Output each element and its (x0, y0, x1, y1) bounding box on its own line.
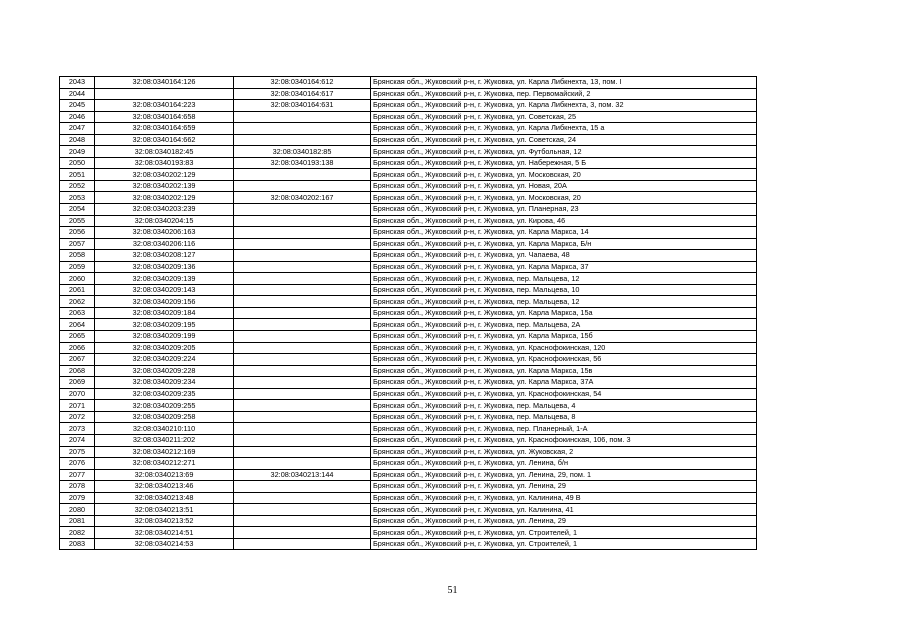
row-number-cell: 2073 (60, 423, 95, 435)
cadastral-number-cell: 32:08:0340209:235 (95, 388, 234, 400)
table-row (60, 204, 757, 216)
table-row (60, 342, 757, 354)
cadastral-number-cell: 32:08:0340213:51 (95, 504, 234, 516)
cadastral-number-cell: 32:08:0340213:69 (95, 469, 234, 481)
address-cell: Брянская обл., Жуковский р-н, г. Жуковка, ул. Ленина, 29 (371, 481, 757, 493)
address-cell: Брянская обл., Жуковский р-н, г. Жуковка, пер. Мальцева, 10 (371, 284, 757, 296)
linked-cadastral-number-cell (234, 319, 371, 331)
row-number-cell: 2067 (60, 354, 95, 366)
address-cell: Брянская обл., Жуковский р-н, г. Жуковка, ул. Карла Маркса, 15а (371, 307, 757, 319)
linked-cadastral-number-cell (234, 458, 371, 470)
linked-cadastral-number-cell (234, 377, 371, 389)
address-cell: Брянская обл., Жуковский р-н, г. Жуковка, ул. Краснофокинская, 106, пом. 3 (371, 434, 757, 446)
row-number-cell: 2082 (60, 527, 95, 539)
row-number-cell: 2062 (60, 296, 95, 308)
row-number-cell: 2061 (60, 284, 95, 296)
cadastral-number-cell: 32:08:0340209:139 (95, 273, 234, 285)
cadastral-number-cell: 32:08:0340214:53 (95, 538, 234, 550)
linked-cadastral-number-cell (234, 169, 371, 181)
table-row (60, 123, 757, 135)
table-row (60, 515, 757, 527)
linked-cadastral-number-cell (234, 527, 371, 539)
table-row (60, 238, 757, 250)
page-number: 51 (447, 585, 458, 596)
table-row (60, 88, 757, 100)
row-number-cell: 2077 (60, 469, 95, 481)
cadastral-number-cell (95, 88, 234, 100)
row-number-cell: 2059 (60, 261, 95, 273)
linked-cadastral-number-cell (234, 111, 371, 123)
address-cell: Брянская обл., Жуковский р-н, г. Жуковка, ул. Ленина, 29, пом. 1 (371, 469, 757, 481)
cadastral-number-cell: 32:08:0340182:45 (95, 146, 234, 158)
row-number-cell: 2046 (60, 111, 95, 123)
linked-cadastral-number-cell (234, 515, 371, 527)
address-cell: Брянская обл., Жуковский р-н, г. Жуковка, ул. Краснофокинская, 56 (371, 354, 757, 366)
cadastral-table (59, 76, 757, 550)
row-number-cell: 2069 (60, 377, 95, 389)
cadastral-number-cell: 32:08:0340204:15 (95, 215, 234, 227)
row-number-cell: 2083 (60, 538, 95, 550)
row-number-cell: 2081 (60, 515, 95, 527)
table-row (60, 146, 757, 158)
cadastral-number-cell: 32:08:0340164:126 (95, 77, 234, 89)
linked-cadastral-number-cell (234, 423, 371, 435)
cadastral-number-cell: 32:08:0340209:195 (95, 319, 234, 331)
linked-cadastral-number-cell (234, 273, 371, 285)
address-cell: Брянская обл., Жуковский р-н, г. Жуковка, ул. Ленина, б/н (371, 458, 757, 470)
table-row (60, 377, 757, 389)
address-cell: Брянская обл., Жуковский р-н, г. Жуковка, ул. Советская, 25 (371, 111, 757, 123)
linked-cadastral-number-cell (234, 492, 371, 504)
table-row (60, 169, 757, 181)
linked-cadastral-number-cell (234, 342, 371, 354)
table-row (60, 365, 757, 377)
linked-cadastral-number-cell (234, 307, 371, 319)
address-cell: Брянская обл., Жуковский р-н, г. Жуковка, пер. Первомайский, 2 (371, 88, 757, 100)
row-number-cell: 2079 (60, 492, 95, 504)
address-cell: Брянская обл., Жуковский р-н, г. Жуковка, ул. Футбольная, 12 (371, 146, 757, 158)
cadastral-number-cell: 32:08:0340214:51 (95, 527, 234, 539)
table-row (60, 319, 757, 331)
linked-cadastral-number-cell (234, 134, 371, 146)
table-row (60, 388, 757, 400)
linked-cadastral-number-cell (234, 180, 371, 192)
row-number-cell: 2068 (60, 365, 95, 377)
address-cell: Брянская обл., Жуковский р-н, г. Жуковка, ул. Карла Маркса, Б/н (371, 238, 757, 250)
table-row (60, 250, 757, 262)
row-number-cell: 2045 (60, 100, 95, 112)
row-number-cell: 2055 (60, 215, 95, 227)
cadastral-number-cell: 32:08:0340209:143 (95, 284, 234, 296)
address-cell: Брянская обл., Жуковский р-н, г. Жуковка, пер. Мальцева, 4 (371, 400, 757, 412)
row-number-cell: 2052 (60, 180, 95, 192)
cadastral-number-cell: 32:08:0340209:234 (95, 377, 234, 389)
address-cell: Брянская обл., Жуковский р-н, г. Жуковка, ул. Карла Маркса, 37А (371, 377, 757, 389)
linked-cadastral-number-cell (234, 354, 371, 366)
cadastral-number-cell: 32:08:0340209:156 (95, 296, 234, 308)
row-number-cell: 2060 (60, 273, 95, 285)
row-number-cell: 2066 (60, 342, 95, 354)
table-row (60, 446, 757, 458)
cadastral-number-cell: 32:08:0340209:199 (95, 331, 234, 343)
address-cell: Брянская обл., Жуковский р-н, г. Жуковка, ул. Краснофокинская, 120 (371, 342, 757, 354)
linked-cadastral-number-cell (234, 227, 371, 239)
address-cell: Брянская обл., Жуковский р-н, г. Жуковка, пер. Мальцева, 2А (371, 319, 757, 331)
row-number-cell: 2063 (60, 307, 95, 319)
cadastral-number-cell: 32:08:0340212:169 (95, 446, 234, 458)
linked-cadastral-number-cell: 32:08:0340182:85 (234, 146, 371, 158)
row-number-cell: 2056 (60, 227, 95, 239)
linked-cadastral-number-cell: 32:08:0340164:612 (234, 77, 371, 89)
row-number-cell: 2074 (60, 434, 95, 446)
address-cell: Брянская обл., Жуковский р-н, г. Жуковка, ул. Калинина, 41 (371, 504, 757, 516)
table-row (60, 261, 757, 273)
table-row (60, 77, 757, 89)
row-number-cell: 2078 (60, 481, 95, 493)
row-number-cell: 2044 (60, 88, 95, 100)
linked-cadastral-number-cell (234, 411, 371, 423)
address-cell: Брянская обл., Жуковский р-н, г. Жуковка, ул. Ленина, 29 (371, 515, 757, 527)
table-row (60, 273, 757, 285)
cadastral-number-cell: 32:08:0340209:184 (95, 307, 234, 319)
cadastral-number-cell: 32:08:0340164:659 (95, 123, 234, 135)
cadastral-number-cell: 32:08:0340202:129 (95, 169, 234, 181)
row-number-cell: 2070 (60, 388, 95, 400)
linked-cadastral-number-cell: 32:08:0340202:167 (234, 192, 371, 204)
row-number-cell: 2049 (60, 146, 95, 158)
cadastral-number-cell: 32:08:0340164:223 (95, 100, 234, 112)
row-number-cell: 2080 (60, 504, 95, 516)
table-row (60, 434, 757, 446)
linked-cadastral-number-cell (234, 296, 371, 308)
cadastral-number-cell: 32:08:0340202:139 (95, 180, 234, 192)
cadastral-number-cell: 32:08:0340209:224 (95, 354, 234, 366)
linked-cadastral-number-cell: 32:08:0340164:631 (234, 100, 371, 112)
linked-cadastral-number-cell (234, 238, 371, 250)
address-cell: Брянская обл., Жуковский р-н, г. Жуковка, ул. Карла Маркса, 15в (371, 365, 757, 377)
address-cell: Брянская обл., Жуковский р-н, г. Жуковка, ул. Карла Либкнехта, 15 а (371, 123, 757, 135)
cadastral-number-cell: 32:08:0340213:46 (95, 481, 234, 493)
cadastral-number-cell: 32:08:0340209:205 (95, 342, 234, 354)
row-number-cell: 2075 (60, 446, 95, 458)
row-number-cell: 2057 (60, 238, 95, 250)
cadastral-number-cell: 32:08:0340193:83 (95, 157, 234, 169)
row-number-cell: 2043 (60, 77, 95, 89)
address-cell: Брянская обл., Жуковский р-н, г. Жуковка, пер. Мальцева, 12 (371, 296, 757, 308)
row-number-cell: 2051 (60, 169, 95, 181)
table-row (60, 504, 757, 516)
cadastral-number-cell: 32:08:0340213:48 (95, 492, 234, 504)
address-cell: Брянская обл., Жуковский р-н, г. Жуковка, ул. Строителей, 1 (371, 527, 757, 539)
linked-cadastral-number-cell (234, 331, 371, 343)
table-row (60, 215, 757, 227)
address-cell: Брянская обл., Жуковский р-н, г. Жуковка, ул. Краснофокинская, 54 (371, 388, 757, 400)
linked-cadastral-number-cell (234, 284, 371, 296)
table-row (60, 400, 757, 412)
row-number-cell: 2048 (60, 134, 95, 146)
cadastral-number-cell: 32:08:0340206:116 (95, 238, 234, 250)
cadastral-number-cell: 32:08:0340209:136 (95, 261, 234, 273)
linked-cadastral-number-cell (234, 388, 371, 400)
row-number-cell: 2065 (60, 331, 95, 343)
table-row (60, 411, 757, 423)
cadastral-number-cell: 32:08:0340203:239 (95, 204, 234, 216)
cadastral-number-cell: 32:08:0340212:271 (95, 458, 234, 470)
linked-cadastral-number-cell (234, 434, 371, 446)
address-cell: Брянская обл., Жуковский р-н, г. Жуковка, ул. Жуковская, 2 (371, 446, 757, 458)
address-cell: Брянская обл., Жуковский р-н, г. Жуковка, ул. Набережная, 5 Б (371, 157, 757, 169)
linked-cadastral-number-cell (234, 400, 371, 412)
table-row (60, 331, 757, 343)
table-row (60, 180, 757, 192)
cadastral-number-cell: 32:08:0340213:52 (95, 515, 234, 527)
address-cell: Брянская обл., Жуковский р-н, г. Жуковка, ул. Карла Маркса, 15б (371, 331, 757, 343)
table-row (60, 469, 757, 481)
row-number-cell: 2047 (60, 123, 95, 135)
linked-cadastral-number-cell (234, 446, 371, 458)
table-row (60, 227, 757, 239)
table-row (60, 423, 757, 435)
table-row (60, 307, 757, 319)
address-cell: Брянская обл., Жуковский р-н, г. Жуковка, пер. Мальцева, 12 (371, 273, 757, 285)
address-cell: Брянская обл., Жуковский р-н, г. Жуковка, ул. Советская, 24 (371, 134, 757, 146)
cadastral-number-cell: 32:08:0340210:110 (95, 423, 234, 435)
table-body (60, 77, 757, 550)
address-cell: Брянская обл., Жуковский р-н, г. Жуковка, ул. Карла Либкнехта, 3, пом. 32 (371, 100, 757, 112)
cadastral-number-cell: 32:08:0340209:228 (95, 365, 234, 377)
cadastral-number-cell: 32:08:0340164:658 (95, 111, 234, 123)
linked-cadastral-number-cell (234, 123, 371, 135)
cadastral-number-cell: 32:08:0340209:258 (95, 411, 234, 423)
address-cell: Брянская обл., Жуковский р-н, г. Жуковка, ул. Строителей, 1 (371, 538, 757, 550)
linked-cadastral-number-cell (234, 365, 371, 377)
linked-cadastral-number-cell: 32:08:0340164:617 (234, 88, 371, 100)
cadastral-number-cell: 32:08:0340209:255 (95, 400, 234, 412)
table-row (60, 538, 757, 550)
table-row (60, 296, 757, 308)
table-row (60, 354, 757, 366)
table-row (60, 458, 757, 470)
address-cell: Брянская обл., Жуковский р-н, г. Жуковка, ул. Карла Либкнехта, 13, пом. I (371, 77, 757, 89)
table-row (60, 192, 757, 204)
table-row (60, 111, 757, 123)
table-row (60, 492, 757, 504)
table-row (60, 134, 757, 146)
address-cell: Брянская обл., Жуковский р-н, г. Жуковка, ул. Планерная, 23 (371, 204, 757, 216)
table-row (60, 284, 757, 296)
linked-cadastral-number-cell (234, 250, 371, 262)
row-number-cell: 2072 (60, 411, 95, 423)
linked-cadastral-number-cell (234, 215, 371, 227)
linked-cadastral-number-cell: 32:08:0340213:144 (234, 469, 371, 481)
address-cell: Брянская обл., Жуковский р-н, г. Жуковка, ул. Калинина, 49 В (371, 492, 757, 504)
linked-cadastral-number-cell: 32:08:0340193:138 (234, 157, 371, 169)
linked-cadastral-number-cell (234, 204, 371, 216)
table-row (60, 527, 757, 539)
address-cell: Брянская обл., Жуковский р-н, г. Жуковка, пер. Мальцева, 8 (371, 411, 757, 423)
row-number-cell: 2064 (60, 319, 95, 331)
address-cell: Брянская обл., Жуковский р-н, г. Жуковка, ул. Карла Маркса, 14 (371, 227, 757, 239)
address-cell: Брянская обл., Жуковский р-н, г. Жуковка, ул. Московская, 20 (371, 169, 757, 181)
cadastral-number-cell: 32:08:0340208:127 (95, 250, 234, 262)
linked-cadastral-number-cell (234, 481, 371, 493)
linked-cadastral-number-cell (234, 261, 371, 273)
row-number-cell: 2050 (60, 157, 95, 169)
row-number-cell: 2071 (60, 400, 95, 412)
cadastral-number-cell: 32:08:0340211:202 (95, 434, 234, 446)
address-cell: Брянская обл., Жуковский р-н, г. Жуковка, пер. Планерный, 1-А (371, 423, 757, 435)
address-cell: Брянская обл., Жуковский р-н, г. Жуковка, ул. Новая, 20А (371, 180, 757, 192)
address-cell: Брянская обл., Жуковский р-н, г. Жуковка, ул. Карла Маркса, 37 (371, 261, 757, 273)
row-number-cell: 2053 (60, 192, 95, 204)
linked-cadastral-number-cell (234, 538, 371, 550)
row-number-cell: 2058 (60, 250, 95, 262)
cadastral-number-cell: 32:08:0340202:129 (95, 192, 234, 204)
table-row (60, 481, 757, 493)
address-cell: Брянская обл., Жуковский р-н, г. Жуковка, ул. Чапаева, 48 (371, 250, 757, 262)
table-row (60, 157, 757, 169)
address-cell: Брянская обл., Жуковский р-н, г. Жуковка, ул. Московская, 20 (371, 192, 757, 204)
cadastral-number-cell: 32:08:0340206:163 (95, 227, 234, 239)
cadastral-number-cell: 32:08:0340164:662 (95, 134, 234, 146)
linked-cadastral-number-cell (234, 504, 371, 516)
address-cell: Брянская обл., Жуковский р-н, г. Жуковка, ул. Кирова, 46 (371, 215, 757, 227)
row-number-cell: 2054 (60, 204, 95, 216)
table-row (60, 100, 757, 112)
row-number-cell: 2076 (60, 458, 95, 470)
